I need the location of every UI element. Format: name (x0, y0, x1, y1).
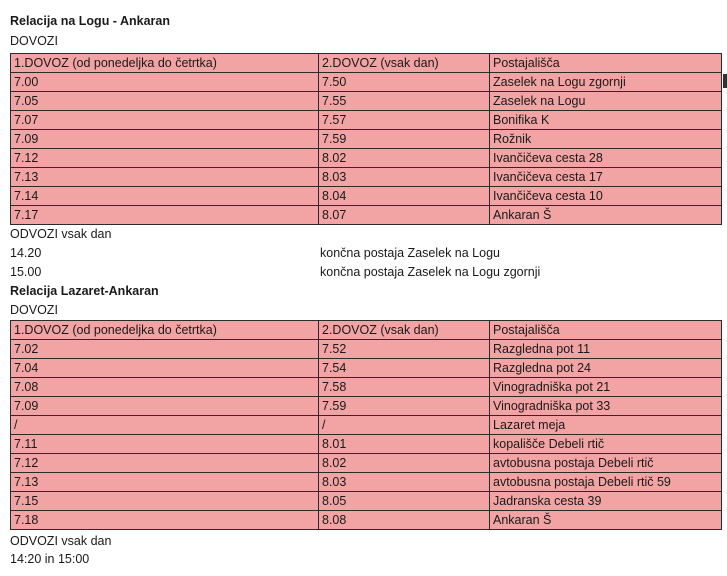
table-cell-dovoz2: 8.01 (319, 435, 490, 454)
column-header-dovoz2: 2.DOVOZ (vsak dan) (319, 321, 490, 340)
section2-table (10, 320, 722, 530)
table-cell-dovoz2: 8.02 (319, 454, 490, 473)
table-cell-stop: Vinogradniška pot 33 (490, 397, 722, 416)
table-cell-stop: Zaselek na Logu (490, 92, 722, 111)
table-row (11, 73, 722, 92)
column-header-stop: Postajališča (490, 54, 722, 73)
column-header-dovoz2: 2.DOVOZ (vsak dan) (319, 54, 490, 73)
table-cell-stop: Ivančičeva cesta 28 (490, 149, 722, 168)
table-cell-dovoz1: / (11, 416, 319, 435)
table-cell-stop: Vinogradniška pot 21 (490, 378, 722, 397)
section1-departure-time-2: 15.00 (10, 265, 42, 279)
table-cell-dovoz2: 7.59 (319, 130, 490, 149)
table-cell-dovoz2: 7.57 (319, 111, 490, 130)
table-cell-dovoz2: / (319, 416, 490, 435)
table-cell-stop: Bonifika K (490, 111, 722, 130)
section2-departures-text: 14:20 in 15:00 (10, 552, 90, 566)
section1-departure-time-1: 14.20 (10, 246, 42, 260)
table-row (11, 397, 722, 416)
table-cell-stop: avtobusna postaja Debeli rtič 59 (490, 473, 722, 492)
table-cell-dovoz2: 8.08 (319, 511, 490, 530)
table-cell-dovoz2: 7.54 (319, 359, 490, 378)
table-row (11, 111, 722, 130)
table-cell-dovoz1: 7.11 (11, 435, 319, 454)
table-cell-stop: Rožnik (490, 130, 722, 149)
table-row (11, 511, 722, 530)
table-cell-dovoz1: 7.15 (11, 492, 319, 511)
table-cell-dovoz2: 8.04 (319, 187, 490, 206)
table-cell-stop: Razgledna pot 11 (490, 340, 722, 359)
table-cell-stop: avtobusna postaja Debeli rtič (490, 454, 722, 473)
column-header-dovoz1: 1.DOVOZ (od ponedeljka do četrtka) (11, 321, 319, 340)
table-cell-dovoz2: 8.03 (319, 168, 490, 187)
table-cell-stop: Lazaret meja (490, 416, 722, 435)
section1-departures-label: ODVOZI vsak dan (10, 227, 112, 241)
table-cell-dovoz1: 7.13 (11, 168, 319, 187)
table-row (11, 340, 722, 359)
table-cell-stop: Ivančičeva cesta 10 (490, 187, 722, 206)
section1-subtitle: DOVOZI (10, 34, 58, 48)
table-row (11, 130, 722, 149)
table-cell-dovoz2: 8.05 (319, 492, 490, 511)
table-cell-dovoz1: 7.12 (11, 149, 319, 168)
table-row (11, 92, 722, 111)
table-cell-dovoz1: 7.02 (11, 340, 319, 359)
table-cell-dovoz1: 7.12 (11, 454, 319, 473)
section1-departure-note-1: končna postaja Zaselek na Logu (320, 246, 500, 260)
table-cell-dovoz2: 8.07 (319, 206, 490, 225)
column-header-stop: Postajališča (490, 321, 722, 340)
section1-title: Relacija na Logu - Ankaran (10, 14, 170, 28)
column-header-dovoz1: 1.DOVOZ (od ponedeljka do četrtka) (11, 54, 319, 73)
table-cell-dovoz1: 7.09 (11, 130, 319, 149)
section1-table (10, 53, 722, 225)
table-cell-dovoz2: 8.03 (319, 473, 490, 492)
table-cell-dovoz1: 7.18 (11, 511, 319, 530)
table-row (11, 416, 722, 435)
table-cell-dovoz2: 7.59 (319, 397, 490, 416)
table-row (11, 149, 722, 168)
table-row (11, 359, 722, 378)
table-row (11, 206, 722, 225)
table-row (11, 492, 722, 511)
table-header-row (11, 54, 722, 73)
table-cell-stop: kopališče Debeli rtič (490, 435, 722, 454)
section2-subtitle: DOVOZI (10, 303, 58, 317)
table-cell-dovoz2: 7.52 (319, 340, 490, 359)
section1-departure-note-2: končna postaja Zaselek na Logu zgornji (320, 265, 541, 279)
table-cell-dovoz1: 7.13 (11, 473, 319, 492)
table-cell-dovoz2: 7.50 (319, 73, 490, 92)
table-cell-stop: Ankaran Š (490, 511, 722, 530)
table-cell-dovoz1: 7.04 (11, 359, 319, 378)
table-row (11, 378, 722, 397)
table-cell-dovoz1: 7.08 (11, 378, 319, 397)
table-header-row (11, 321, 722, 340)
table-cell-dovoz1: 7.17 (11, 206, 319, 225)
table-row (11, 473, 722, 492)
table-row (11, 168, 722, 187)
table-cell-dovoz1: 7.00 (11, 73, 319, 92)
section2-departures-label: ODVOZI vsak dan (10, 534, 112, 548)
table-row (11, 187, 722, 206)
table-cell-stop: Razgledna pot 24 (490, 359, 722, 378)
table-cell-dovoz2: 7.58 (319, 378, 490, 397)
table-row (11, 454, 722, 473)
table-row (11, 435, 722, 454)
table-cell-stop: Jadranska cesta 39 (490, 492, 722, 511)
edge-mark (723, 74, 727, 88)
table-cell-dovoz2: 8.02 (319, 149, 490, 168)
table-cell-dovoz1: 7.05 (11, 92, 319, 111)
table-cell-dovoz1: 7.09 (11, 397, 319, 416)
table-cell-stop: Zaselek na Logu zgornji (490, 73, 722, 92)
table-cell-stop: Ivančičeva cesta 17 (490, 168, 722, 187)
table-cell-dovoz1: 7.07 (11, 111, 319, 130)
section2-title: Relacija Lazaret-Ankaran (10, 284, 159, 298)
table-cell-dovoz2: 7.55 (319, 92, 490, 111)
table-cell-dovoz1: 7.14 (11, 187, 319, 206)
table-cell-stop: Ankaran Š (490, 206, 722, 225)
